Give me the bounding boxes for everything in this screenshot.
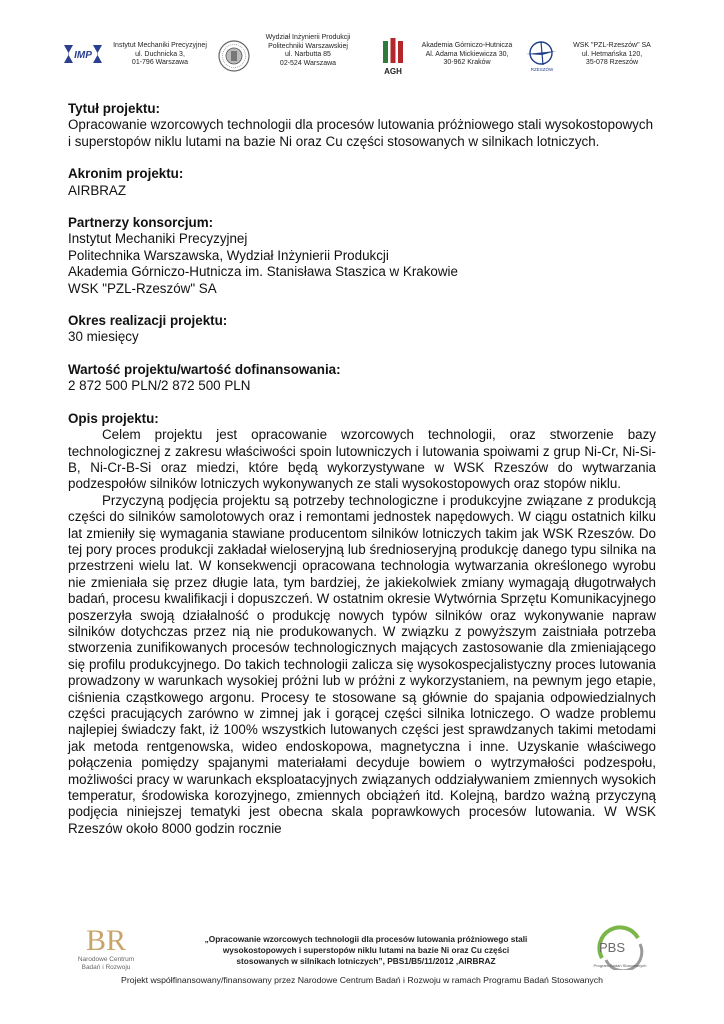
wsk-logo-text: RZESZÓW xyxy=(530,67,554,72)
footnote-line: stosowanych w silnikach lotniczych”, PBS1/B5/11/2012 ‚AIRBRAZ xyxy=(236,955,496,966)
description-heading: Opis projektu: xyxy=(68,410,159,426)
project-footnote xyxy=(172,934,560,966)
wsk-line: 35-078 Rzeszów xyxy=(585,59,639,67)
value-amount: 2 872 500 PLN/2 872 500 PLN xyxy=(68,378,251,394)
wsk-line: ul. Hetmańska 120, xyxy=(581,50,643,58)
title-section xyxy=(68,101,656,150)
partner-item: Instytut Mechaniki Precyzyjnej xyxy=(68,231,248,247)
period-heading: Okres realizacji projektu: xyxy=(68,313,228,329)
imp-header-block xyxy=(58,34,218,82)
value-section xyxy=(68,362,656,395)
ncbr-line: Narodowe Centrum xyxy=(78,956,135,963)
ncbr-logo-text: BR xyxy=(85,924,127,957)
acronym-heading: Akronim projektu: xyxy=(68,166,184,182)
pw-header-block xyxy=(216,34,366,82)
document-body xyxy=(68,101,656,837)
page-header xyxy=(58,34,668,82)
pw-line: Politechniki Warszawskiej xyxy=(268,42,348,50)
pbs-logo xyxy=(588,924,648,970)
wsk-logo xyxy=(524,38,560,74)
wsk-header-block xyxy=(524,34,668,82)
pbs-logo-text: PBS xyxy=(598,940,626,955)
pw-line: Wydział Inżynierii Produkcji xyxy=(265,34,351,41)
funding-statement: Projekt współfinansowany/finansowany przez Narodowe Centrum Badań i Rozwoju w ramach Programu Badań Stosowanych xyxy=(121,975,603,985)
partners-heading: Partnerzy konsorcjum: xyxy=(68,215,214,231)
imp-line: 01-796 Warszawa xyxy=(131,59,189,67)
partner-item: WSK "PZL-Rzeszów" SA xyxy=(68,280,217,296)
pw-seal-icon xyxy=(218,40,250,72)
agh-header-block xyxy=(380,34,520,82)
agh-logo xyxy=(380,37,406,77)
description-paragraph: Przyczyną podjęcia projektu są potrzeby technologiczne i produkcyjne związane z produkcją części do silników samolotowych oraz i remontami jednostek napędowych. W ciągu ostatnich kilku lat zmieniły się wymagania stawiane producentom silników lotniczych takim jak WSK Rzeszów. Do tej pory proces produkcji zakładał wieloseryjną lub średnioseryjną produkcję danego typu silnika na przestrzeni wielu lat. W konsekwencji opracowana technologia wytwarzania określonego wyrobu nie zmieniała się przez długie lata, tym bardziej, że jakiekolwiek zmiany wymagają długotrwałych badań, procesu kwalifikacji i dopuszczeń. W ostatnim okresie Wytwórnia Sprzętu Komunikacyjnego poszerzyła swoją działalność o produkcję nowych typów silników oraz wykonywanie napraw silników dotychczas przez nią nie produkowanych. W związku z powyższym zaistniała potrzeba stworzenia zunifikowanych procesów technologicznych mających zastosowanie dla zmieniającego się profilu produkcyjnego. Do takich technologii zalicza się wysokospecjalistyczny proces lutowania prowadzony w warunkach wysokiej próżni lub w próżni z wykorzystaniem, na pewnym jego etapie, ciśnienia cząstkowego argonu. Procesy te stosowane są głównie do spajania odpowiedzialnych części pracujących zarówno w zimnej jak i gorącej części silnika lotniczego. O wadze problemu najlepiej świadczy fakt, iż 100% wszystkich lutowanych części jest sprawdzanych takimi metodami jak metoda rentgenowska, wideo endoskopowa, magnetyczna i inne. Uzyskanie właściwego połączenia pomiędzy spajanymi materiałami decyduje bowiem o wytrzymałości podzespołu, możliwości pracy w warunkach eksploatacyjnych związanych oddziaływaniem zmiennych wysokich temperatur, środowiska korozyjnego, zmiennych obciążeń itd. Kolejną, bardzo ważną przyczyną podjęcia niniejszej tematyki jest obecna skala poprawkowych procesów lutowania. W WSK Rzeszów około 8000 godzin rocznie xyxy=(68,492,656,836)
footnote-line: wysokostopowych i superstopów niklu lutami na bazie Ni oraz Cu części xyxy=(222,944,510,955)
description-paragraph: Celem projektu jest opracowanie wzorcowych technologii, oraz stworzenie bazy technologicznej z zakresu właściwości spoin lutowniczych i lutowania spoiwami z grup Ni-Cr, Ni-Si-B, Ni-Cr-B-Si oraz miedzi, które będą wykorzystywane w WSK Rzeszów do wytwarzania podzespołów silników lotniczych wykonywanych ze stali wysokostopowych oraz stopów niklu. xyxy=(68,427,656,492)
partner-item: Politechnika Warszawska, Wydział Inżynierii Produkcji xyxy=(68,247,389,263)
pw-line: 02-524 Warszawa xyxy=(279,59,337,67)
partner-item: Akademia Górniczo-Hutnicza im. Stanisława Staszica w Krakowie xyxy=(68,264,458,280)
imp-line: Instytut Mechaniki Precyzyjnej xyxy=(113,42,207,49)
agh-logo-text: AGH xyxy=(384,67,402,76)
wsk-line: WSK "PZL-Rzeszów" SA xyxy=(573,42,651,49)
period-value: 30 miesięcy xyxy=(68,329,139,345)
ncbr-line: Badań i Rozwoju xyxy=(81,964,131,971)
title-line: i superstopów niklu lutami na bazie Ni oraz Cu części stosowanych w silnikach lotniczych. xyxy=(68,133,600,149)
acronym-section xyxy=(68,166,656,199)
wsk-address xyxy=(562,42,662,68)
agh-line: Al. Adama Mickiewicza 30, xyxy=(425,50,509,58)
pbs-caption: Program Badań Stosowanych xyxy=(593,963,647,968)
acronym-value: AIRBRAZ xyxy=(68,182,127,198)
agh-address xyxy=(412,42,522,68)
agh-line: Akademia Górniczo-Hutnicza xyxy=(421,42,513,49)
page-footer xyxy=(0,920,724,1024)
imp-line: ul. Duchnicka 3, xyxy=(135,50,185,58)
pw-line: ul. Narbutta 85 xyxy=(285,51,331,59)
pw-address xyxy=(250,34,366,68)
description-section xyxy=(68,411,656,838)
imp-logo xyxy=(62,42,104,66)
agh-line: 30-962 Kraków xyxy=(443,59,491,67)
imp-logo-text: IMP xyxy=(74,50,92,61)
value-heading: Wartość projektu/wartość dofinansowania: xyxy=(68,361,341,377)
partners-section xyxy=(68,215,656,297)
period-section xyxy=(68,313,656,346)
imp-address xyxy=(104,42,216,68)
title-line: Opracowanie wzorcowych technologii dla procesów lutowania próżniowego stali wysokostopowych xyxy=(68,117,654,133)
ncbr-logo xyxy=(78,922,158,972)
footnote-line: „Opracowanie wzorcowych technologii dla procesów lutowania próżniowego stali xyxy=(204,934,528,944)
title-heading: Tytuł projektu: xyxy=(68,101,160,116)
